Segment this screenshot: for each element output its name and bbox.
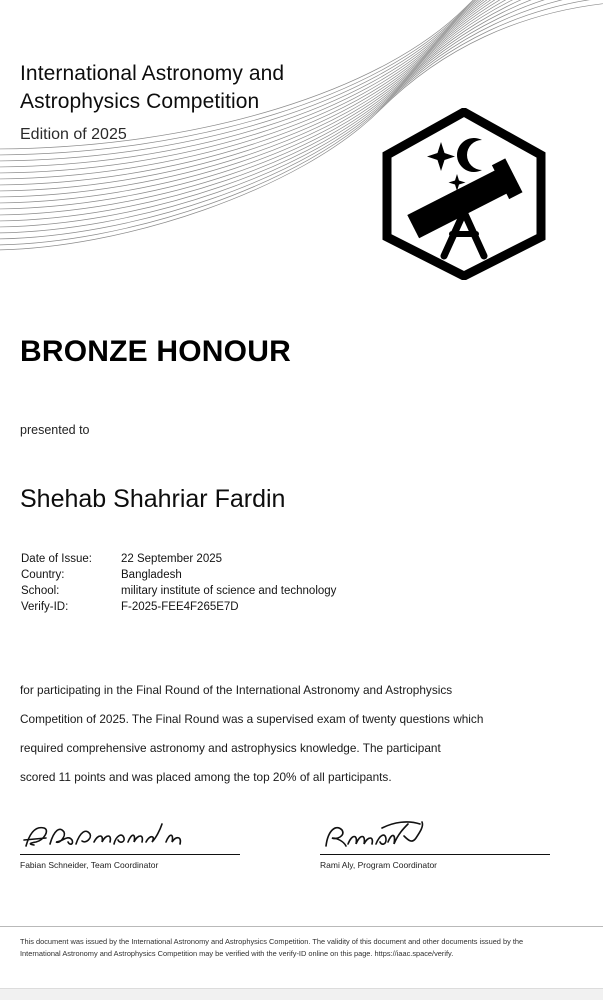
table-row — [21, 585, 336, 601]
detail-value-verify-id: F-2025-FEE4F265E7D — [121, 601, 239, 613]
footer-line-1: This document was issued by the International Astronomy and Astrophysics Competition. The validity of this document and other documents issued by the — [20, 937, 524, 946]
citation-line-4: scored 11 points and was placed among the top 20% of all participants. — [20, 769, 392, 784]
footer-note — [20, 936, 583, 960]
details-table — [21, 553, 336, 617]
award-title: BRONZE HONOUR — [20, 335, 291, 368]
detail-label-date: Date of Issue: — [21, 553, 92, 565]
footer-line-2: International Astronomy and Astrophysics Competition may be verified with the verify-ID online on this page. https://iaac.space/verify. — [20, 949, 454, 959]
detail-label-school: School: — [21, 585, 60, 597]
footer-divider — [0, 926, 603, 927]
edition-label: Edition of 2025 — [20, 125, 127, 143]
citation-line-1: for participating in the Final Round of the International Astronomy and Astrophysics — [20, 683, 453, 697]
competition-title — [20, 60, 380, 117]
presented-to-label: presented to — [20, 423, 90, 437]
detail-label-verify-id: Verify-ID: — [21, 601, 69, 613]
detail-value-school: military institute of science and technology — [121, 585, 337, 597]
signature-caption-right: Rami Aly, Program Coordinator — [320, 860, 437, 870]
header — [20, 60, 380, 144]
citation-line-2: Competition of 2025. The Final Round was a supervised exam of twenty questions which — [20, 711, 484, 726]
signature-area — [20, 820, 550, 870]
detail-value-date: 22 September 2025 — [121, 553, 223, 565]
detail-label-country: Country: — [21, 569, 65, 581]
citation-paragraph — [20, 676, 545, 792]
signature-caption-left: Fabian Schneider, Team Coordinator — [20, 860, 159, 870]
bottom-bar — [0, 988, 603, 1000]
citation-line-3: required comprehensive astronomy and astrophysics knowledge. The participant — [20, 740, 441, 755]
signature-block-left — [20, 820, 240, 870]
signature-fabian-schneider — [20, 820, 240, 852]
detail-value-country: Bangladesh — [121, 569, 182, 581]
recipient-name: Shehab Shahriar Fardin — [20, 485, 286, 513]
telescope-hexagon-logo — [378, 108, 550, 280]
signature-rule-right — [320, 854, 550, 855]
competition-title-line2: Astrophysics Competition — [20, 90, 260, 114]
signature-rule-left — [20, 854, 240, 855]
table-row — [21, 553, 336, 569]
signature-rami-aly — [320, 820, 550, 852]
competition-title-line1: International Astronomy and — [20, 62, 285, 85]
table-row — [21, 569, 336, 585]
table-row — [21, 601, 336, 617]
signature-block-right — [320, 820, 550, 870]
